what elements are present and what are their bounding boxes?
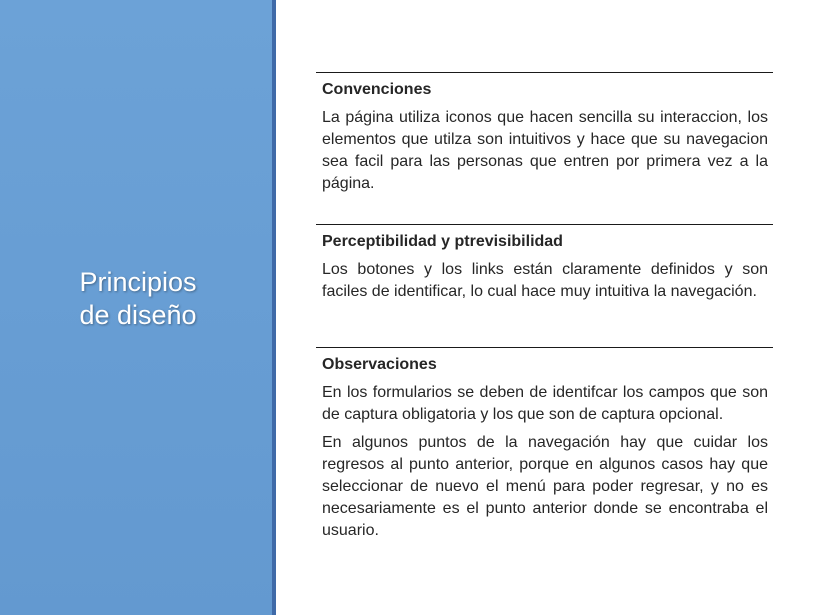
content-table [316,72,773,548]
section-observaciones [316,347,773,542]
section-convenciones [316,72,773,224]
slide-title [0,266,276,332]
slide-title-line-2: de diseño [79,300,197,330]
section-paragraph: La página utiliza iconos que hacen sencilla su interaccion, los elementos que utilza son intuitivos y hace que su navegacion sea facil para las personas que entren por primera vez a la página. [322,109,768,192]
section-heading: Convenciones [322,81,432,98]
section-paragraph: Los botones y los links están claramente definidos y son faciles de identificar, lo cual hace muy intuitiva la navegación. [322,261,768,300]
slide-title-line-1: Principios [79,267,197,297]
section-heading: Perceptibilidad y ptrevisibilidad [322,233,563,250]
section-paragraph: En algunos puntos de la navegación hay que cuidar los regresos al punto anterior, porque en algunos casos hay que seleccionar de nuevo el menú para poder regresar, y no es necesariamente es el punto anterior donde se encontraba el usuario. [322,434,768,539]
section-heading: Observaciones [322,356,437,373]
section-perceptibilidad [316,224,773,347]
section-paragraph: En los formularios se deben de identifcar los campos que son de captura obligatoria y los que son de captura opcional. [322,384,768,423]
